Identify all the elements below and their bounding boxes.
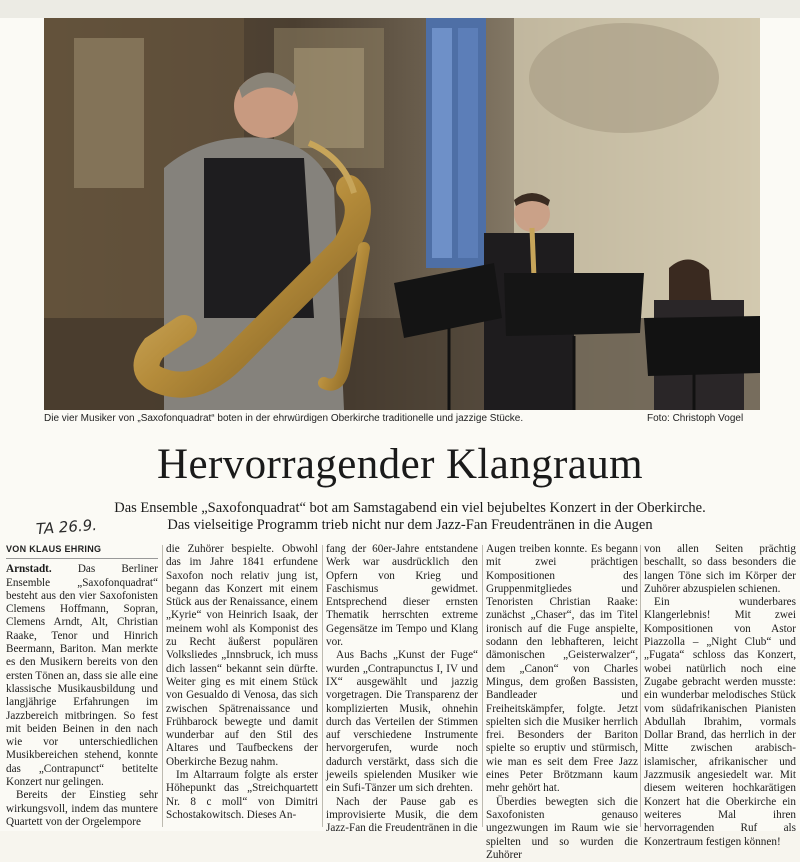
article-column-4 xyxy=(486,543,638,862)
column-divider xyxy=(322,545,323,827)
article-column-3 xyxy=(326,543,478,836)
article-column-5 xyxy=(644,543,796,849)
dateline: Arnstadt. xyxy=(6,563,52,576)
article-paragraph: Bereits der Einstieg sehr wirkungsvoll, indem das muntere Quartett von der Orgelempore xyxy=(6,789,158,828)
article-paragraph: die Zuhörer bespielte. Obwohl das im Jahre 1841 erfundene Saxofon noch relativ jung ist, begann das Konzert mit einem Stück aus der Renaissance, einem „Kyrie“ von Heinrich Isaak, der meinem wohl als Komponist des zu Recht äußerst populären Volksliedes „Innsbruck, ich muss dich lassen“ bekannt sein dürfte. Weiter ging es mit einem Stück von Gesualdo di Venosa, das sich zwischen Spätrenaissance und Frühbarock bewegte und damit wunderbar auf den Stil des Altares und Taufbeckens der Oberkirche Bezug nahm. xyxy=(166,543,318,768)
adjacent-page-strip xyxy=(0,0,800,18)
article-paragraph: fang der 60er-Jahre entstandene Werk war ausdrücklich den Opfern von Krieg und Faschismus gewidmet. Entsprechend dieser ernsten Thematik herrschten extreme Gegensätze im Tempo und Klang vor. xyxy=(326,543,478,649)
article-paragraph: Aus Bachs „Kunst der Fuge“ wurden „Contrapunctus I, IV und IX“ ausgewählt und jazzig vorgetragen. Die Transparenz der komplizierten Musik, ohnehin durch das Verteilen der Stimmen auf verschiedene Instrumente hervorgerufen, wurde noch dadurch verstärkt, dass sich die jeweils spielenden Musiker wie ein Sufi-Tänzer um sich drehten. xyxy=(326,649,478,795)
article-body xyxy=(6,543,798,861)
article-subheadline: Das Ensemble „Saxofonquadrat“ bot am Samstagabend ein viel bejubeltes Konzert in der Oberkirche. xyxy=(114,500,706,516)
article-paragraph: Im Altarraum folgte als erster Höhepunkt das „Streichquartett Nr. 8 c moll“ von Dimitri Schostakowitsch. Dieses An- xyxy=(166,769,318,821)
byline: VON KLAUS EHRING xyxy=(6,543,158,559)
column-divider xyxy=(640,545,641,827)
handwritten-date-note: TA 26.9. xyxy=(35,515,98,539)
column-divider xyxy=(162,545,163,827)
concert-photo xyxy=(44,18,760,410)
article-paragraph: Augen treiben konnte. Es begann mit zwei prächtigen Kompositionen des Gruppenmitgliedes und Tenoristen Christian Raake: zunächst „Chaser“, das im Titel ironisch auf die Fuge anspielte, sodann den lebhafteren, leicht dämonischen „Geisterwalzer“, dem „Canon“ von Charles Mingus, dem großen Bassisten, Bandleader und Freiheitskämpfer, folgte. Jetzt spielten sich die Musiker herrlich frei. Besonders der Bariton spielte so eruptiv und stürmisch, wie man es seit dem Free Jazz eines Peter Brötzmann kaum mehr gehört hat. xyxy=(486,543,638,795)
photo-credit: Foto: Christoph Vogel xyxy=(647,413,744,424)
article-subheadline-second: Das vielseitige Programm trieb nicht nur dem Jazz-Fan Freudentränen in die Augen xyxy=(167,517,653,533)
column-divider xyxy=(482,545,483,827)
article-paragraph: Arnstadt. Das Berliner Ensemble „Saxofonquadrat“ besteht aus den vier Saxofonisten Clemens Hoffmann, Sopran, Clemens Arndt, Alt, Christian Raake, Tenor und Hinrich Beermann, Bariton. Man merkte es den Musikern bereits von den ersten Tönen an, dass sie alle eine klassische Musikausbildung und langjährige Erfahrungen im Jazzbereich mitbringen. So fest mit beiden Beinen in den nach wie vor unterschiedlichen Musikbereichen stehend, konnte das „Contrapunct“ betitelte Konzert nur gelingen. xyxy=(6,563,158,789)
article-headline: Hervorragender Klangraum xyxy=(157,441,643,488)
photo-caption: Die vier Musiker von „Saxofonquadrat“ boten in der ehrwürdigen Oberkirche traditionelle und jazzige Stücke. xyxy=(44,413,524,424)
article-column-2 xyxy=(166,543,318,822)
article-paragraph: von allen Seiten prächtig beschallt, so dass besonders die langen Töne sich im Körper der Zuhörer abzuspielen schienen. xyxy=(644,543,796,595)
article-column-1 xyxy=(6,543,158,829)
article-paragraph: Nach der Pause gab es improvisierte Musik, die dem Jazz-Fan die Freudentränen in die xyxy=(326,795,478,835)
article-paragraph: Ein wunderbares Klangerlebnis! Mit zwei Kompositionen von Astor Piazzolla – „Night Club“ und „Fugata“ schloss das Konzert, wobei natürlich noch eine Zugabe gebracht werden musste: ein wunderbar melodisches Stück vom südafrikanischen Pianisten Abdullah Ibrahim, vormals Dollar Brand, das herrlich in der Mitte zwischen arabisch-islamischer, afrikanischer und Jazzmusik angesiedelt war. Mit diesem weiteren hochkarätigen Konzert hat die Oberkirche ein weiteres Mal ihren hervorragenden Ruf als Konzertraum festigen können! xyxy=(644,596,796,848)
article-paragraph: Überdies bewegten sich die Saxofonisten genauso ungezwungen im Raum wie sie spielten und so wurden die Zuhörer xyxy=(486,795,638,861)
